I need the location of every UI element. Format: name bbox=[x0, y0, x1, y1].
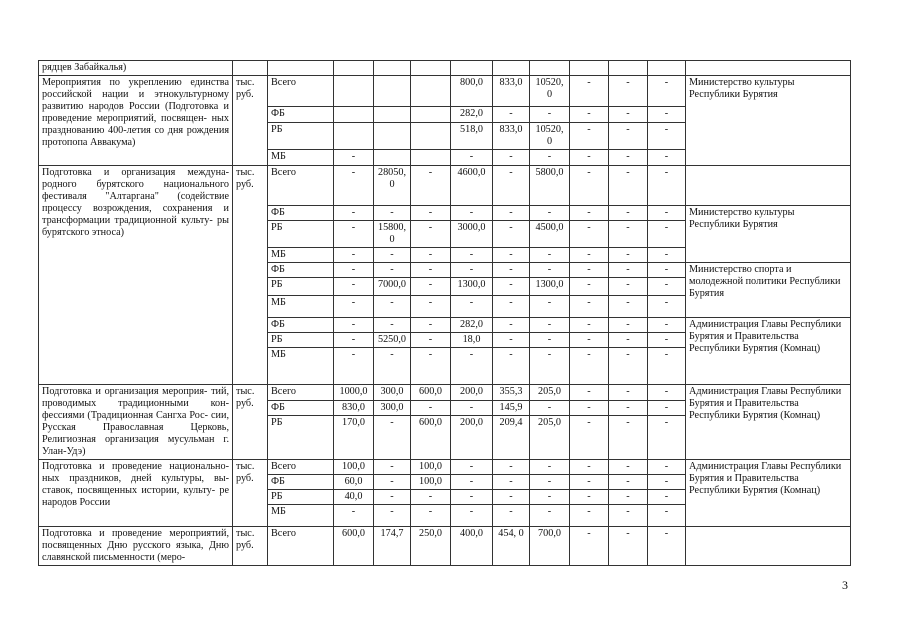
amount-cell: - bbox=[493, 490, 530, 505]
funding-source: Всего bbox=[268, 76, 334, 107]
amount-cell bbox=[411, 123, 451, 150]
amount-cell: - bbox=[648, 400, 686, 416]
amount-cell: - bbox=[334, 505, 374, 527]
amount-cell: - bbox=[648, 221, 686, 248]
amount-cell: - bbox=[570, 296, 609, 318]
amount-cell: - bbox=[609, 475, 648, 490]
amount-cell: - bbox=[648, 166, 686, 206]
amount-cell: 1300,0 bbox=[530, 278, 570, 296]
amount-cell: - bbox=[648, 206, 686, 221]
amount-cell: - bbox=[411, 296, 451, 318]
amount-cell: 282,0 bbox=[451, 107, 493, 123]
amount-cell: - bbox=[609, 490, 648, 505]
amount-cell: 5250,0 bbox=[374, 333, 411, 348]
amount-cell: - bbox=[374, 318, 411, 333]
amount-cell: - bbox=[648, 348, 686, 385]
amount-cell bbox=[334, 76, 374, 107]
amount-cell bbox=[374, 150, 411, 166]
amount-cell: 15800, 0 bbox=[374, 221, 411, 248]
amount-cell: - bbox=[530, 505, 570, 527]
cell bbox=[609, 61, 648, 76]
amount-cell: 205,0 bbox=[530, 416, 570, 460]
amount-cell: - bbox=[493, 505, 530, 527]
funding-source: ФБ bbox=[268, 400, 334, 416]
amount-cell: - bbox=[374, 206, 411, 221]
amount-cell: - bbox=[334, 206, 374, 221]
funding-source: ФБ bbox=[268, 107, 334, 123]
amount-cell: - bbox=[609, 263, 648, 278]
amount-cell: - bbox=[493, 263, 530, 278]
amount-cell: - bbox=[411, 490, 451, 505]
amount-cell: 600,0 bbox=[334, 527, 374, 566]
amount-cell: - bbox=[334, 221, 374, 248]
unit-label: тыс. руб. bbox=[233, 460, 268, 527]
amount-cell: 282,0 bbox=[451, 318, 493, 333]
amount-cell: - bbox=[570, 263, 609, 278]
table-row bbox=[39, 527, 851, 566]
amount-cell: 4600,0 bbox=[451, 166, 493, 206]
amount-cell bbox=[374, 107, 411, 123]
amount-cell: 100,0 bbox=[411, 460, 451, 475]
amount-cell: - bbox=[451, 490, 493, 505]
amount-cell: - bbox=[648, 475, 686, 490]
amount-cell: - bbox=[648, 505, 686, 527]
amount-cell: - bbox=[609, 76, 648, 107]
funding-source: РБ bbox=[268, 490, 334, 505]
amount-cell: - bbox=[570, 385, 609, 401]
amount-cell: - bbox=[493, 221, 530, 248]
amount-cell: - bbox=[374, 475, 411, 490]
unit-label: тыс. руб. bbox=[233, 385, 268, 460]
activity-description: Подготовка и организация мероприя- тий, проводимых традиционными кон- фессиями (Традиционная Сангха Рос- сии, Русская Православная Церковь, Религиозная организация мусульман г. Улан-Удэ) bbox=[39, 385, 233, 460]
amount-cell: - bbox=[570, 416, 609, 460]
amount-cell: - bbox=[374, 348, 411, 385]
amount-cell: - bbox=[570, 76, 609, 107]
amount-cell: - bbox=[451, 400, 493, 416]
amount-cell: 3000,0 bbox=[451, 221, 493, 248]
amount-cell: - bbox=[570, 490, 609, 505]
amount-cell: - bbox=[609, 400, 648, 416]
table-row bbox=[39, 61, 851, 76]
funding-source: МБ bbox=[268, 248, 334, 263]
amount-cell: - bbox=[530, 248, 570, 263]
funding-source: МБ bbox=[268, 348, 334, 385]
amount-cell: - bbox=[411, 333, 451, 348]
amount-cell: 5800,0 bbox=[530, 166, 570, 206]
amount-cell: - bbox=[609, 150, 648, 166]
amount-cell: - bbox=[530, 296, 570, 318]
amount-cell: - bbox=[648, 150, 686, 166]
amount-cell: 300,0 bbox=[374, 400, 411, 416]
amount-cell: - bbox=[609, 107, 648, 123]
activity-description: Подготовка и проведение национально- ных праздников, дней культуры, вы- ставок, посвященных истории, культу- ре народов России bbox=[39, 460, 233, 527]
amount-cell: 145,9 bbox=[493, 400, 530, 416]
amount-cell: 300,0 bbox=[374, 385, 411, 401]
funding-source: ФБ bbox=[268, 206, 334, 221]
amount-cell: - bbox=[411, 206, 451, 221]
funding-source: МБ bbox=[268, 296, 334, 318]
amount-cell: 28050, 0 bbox=[374, 166, 411, 206]
amount-cell: - bbox=[411, 221, 451, 248]
amount-cell: - bbox=[334, 166, 374, 206]
amount-cell: - bbox=[648, 123, 686, 150]
amount-cell: - bbox=[530, 490, 570, 505]
amount-cell: - bbox=[530, 107, 570, 123]
amount-cell bbox=[411, 76, 451, 107]
amount-cell: 170,0 bbox=[334, 416, 374, 460]
amount-cell: 600,0 bbox=[411, 385, 451, 401]
cell bbox=[493, 61, 530, 76]
unit-label: тыс. руб. bbox=[233, 76, 268, 166]
amount-cell: 600,0 bbox=[411, 416, 451, 460]
funding-source: РБ bbox=[268, 123, 334, 150]
unit-label: тыс. руб. bbox=[233, 166, 268, 385]
amount-cell: - bbox=[570, 107, 609, 123]
amount-cell: - bbox=[493, 348, 530, 385]
amount-cell: - bbox=[334, 333, 374, 348]
amount-cell: - bbox=[334, 296, 374, 318]
amount-cell: - bbox=[451, 248, 493, 263]
activity-description: Мероприятия по укреплению единства российской нации и этнокультурному развитию народов России (Подготовка и проведение мероприятий, посвящен- ных празднованию 400-летия со дня рождения протопопа Аввакума) bbox=[39, 76, 233, 166]
amount-cell: - bbox=[411, 348, 451, 385]
amount-cell: 454, 0 bbox=[493, 527, 530, 566]
cell bbox=[686, 61, 851, 76]
amount-cell: - bbox=[411, 318, 451, 333]
funding-source: РБ bbox=[268, 333, 334, 348]
amount-cell: - bbox=[648, 76, 686, 107]
amount-cell: - bbox=[451, 263, 493, 278]
amount-cell: 830,0 bbox=[334, 400, 374, 416]
amount-cell: 10520, 0 bbox=[530, 123, 570, 150]
funding-source: Всего bbox=[268, 460, 334, 475]
unit-label: тыс. руб. bbox=[233, 527, 268, 566]
amount-cell: - bbox=[609, 333, 648, 348]
funding-source: Всего bbox=[268, 527, 334, 566]
cell bbox=[648, 61, 686, 76]
amount-cell bbox=[374, 76, 411, 107]
amount-cell: 250,0 bbox=[411, 527, 451, 566]
amount-cell: - bbox=[493, 318, 530, 333]
amount-cell: 1000,0 bbox=[334, 385, 374, 401]
amount-cell: - bbox=[411, 278, 451, 296]
amount-cell: 7000,0 bbox=[374, 278, 411, 296]
amount-cell: - bbox=[609, 206, 648, 221]
activity-description: Подготовка и организация междуна- родного бурятского национального фестиваля "Алтаргана" (содействие процессу возрождения, сохранения и трансформации традиционной культу- ры бурятского этноса) bbox=[39, 166, 233, 385]
funding-source: МБ bbox=[268, 505, 334, 527]
amount-cell: 4500,0 bbox=[530, 221, 570, 248]
activity-description: Подготовка и проведение мероприятий, посвященных Дню русского языка, Дню славянской письменности (меро- bbox=[39, 527, 233, 566]
table-row bbox=[39, 385, 851, 401]
amount-cell: - bbox=[609, 123, 648, 150]
amount-cell: - bbox=[609, 505, 648, 527]
amount-cell bbox=[411, 150, 451, 166]
amount-cell: - bbox=[648, 107, 686, 123]
amount-cell: - bbox=[493, 460, 530, 475]
amount-cell: - bbox=[648, 296, 686, 318]
amount-cell: - bbox=[530, 318, 570, 333]
amount-cell: - bbox=[530, 460, 570, 475]
amount-cell: - bbox=[570, 505, 609, 527]
funding-source: ФБ bbox=[268, 263, 334, 278]
amount-cell: 10520, 0 bbox=[530, 76, 570, 107]
amount-cell: 1300,0 bbox=[451, 278, 493, 296]
amount-cell: - bbox=[451, 296, 493, 318]
amount-cell: 174,7 bbox=[374, 527, 411, 566]
amount-cell: - bbox=[411, 248, 451, 263]
amount-cell: 205,0 bbox=[530, 385, 570, 401]
amount-cell: - bbox=[648, 490, 686, 505]
amount-cell: - bbox=[570, 527, 609, 566]
amount-cell: - bbox=[570, 318, 609, 333]
amount-cell: - bbox=[374, 296, 411, 318]
amount-cell: - bbox=[374, 460, 411, 475]
amount-cell: - bbox=[530, 475, 570, 490]
amount-cell bbox=[374, 123, 411, 150]
cell bbox=[233, 61, 268, 76]
amount-cell: - bbox=[570, 123, 609, 150]
cell bbox=[268, 61, 334, 76]
amount-cell: 200,0 bbox=[451, 416, 493, 460]
amount-cell: - bbox=[570, 248, 609, 263]
amount-cell: - bbox=[609, 278, 648, 296]
funding-source: Всего bbox=[268, 385, 334, 401]
amount-cell: 60,0 bbox=[334, 475, 374, 490]
amount-cell: - bbox=[648, 248, 686, 263]
amount-cell: 18,0 bbox=[451, 333, 493, 348]
amount-cell: - bbox=[530, 400, 570, 416]
budget-table bbox=[38, 60, 851, 566]
amount-cell: - bbox=[570, 333, 609, 348]
amount-cell: - bbox=[648, 278, 686, 296]
amount-cell: - bbox=[334, 150, 374, 166]
amount-cell: 833,0 bbox=[493, 123, 530, 150]
amount-cell: - bbox=[609, 527, 648, 566]
funding-source: РБ bbox=[268, 278, 334, 296]
amount-cell: - bbox=[411, 505, 451, 527]
amount-cell: - bbox=[530, 206, 570, 221]
amount-cell: - bbox=[609, 460, 648, 475]
amount-cell: 100,0 bbox=[334, 460, 374, 475]
cell bbox=[530, 61, 570, 76]
responsible-executor: Министерство спорта и молодежной политики Республики Бурятия bbox=[686, 263, 851, 318]
amount-cell: - bbox=[609, 248, 648, 263]
amount-cell: - bbox=[493, 150, 530, 166]
table-row bbox=[39, 76, 851, 107]
amount-cell bbox=[411, 107, 451, 123]
funding-source: ФБ bbox=[268, 318, 334, 333]
amount-cell: 200,0 bbox=[451, 385, 493, 401]
amount-cell: - bbox=[493, 278, 530, 296]
responsible-executor: Администрация Главы Республики Бурятия и Правительства Республики Бурятия (Комнац) bbox=[686, 318, 851, 385]
amount-cell: - bbox=[334, 318, 374, 333]
amount-cell: 800,0 bbox=[451, 76, 493, 107]
table-row bbox=[39, 460, 851, 475]
amount-cell: - bbox=[609, 348, 648, 385]
amount-cell: - bbox=[374, 490, 411, 505]
funding-source: МБ bbox=[268, 150, 334, 166]
amount-cell: - bbox=[648, 333, 686, 348]
page-number: 3 bbox=[842, 578, 848, 592]
amount-cell: - bbox=[451, 475, 493, 490]
amount-cell: - bbox=[570, 221, 609, 248]
funding-source: РБ bbox=[268, 416, 334, 460]
table-row bbox=[39, 166, 851, 206]
cell bbox=[570, 61, 609, 76]
amount-cell: - bbox=[609, 385, 648, 401]
amount-cell: - bbox=[648, 318, 686, 333]
continued-text: рядцев Забайкалья) bbox=[39, 61, 233, 76]
amount-cell: - bbox=[493, 166, 530, 206]
amount-cell: - bbox=[648, 416, 686, 460]
amount-cell: - bbox=[648, 460, 686, 475]
responsible-executor bbox=[686, 527, 851, 566]
amount-cell: 355,3 bbox=[493, 385, 530, 401]
amount-cell: - bbox=[530, 263, 570, 278]
funding-source: ФБ bbox=[268, 475, 334, 490]
amount-cell: - bbox=[570, 166, 609, 206]
cell bbox=[411, 61, 451, 76]
amount-cell: 833,0 bbox=[493, 76, 530, 107]
amount-cell bbox=[334, 107, 374, 123]
amount-cell: - bbox=[451, 150, 493, 166]
amount-cell: 700,0 bbox=[530, 527, 570, 566]
amount-cell: - bbox=[411, 263, 451, 278]
amount-cell: 40,0 bbox=[334, 490, 374, 505]
cell bbox=[451, 61, 493, 76]
responsible-executor: Министерство культуры Республики Бурятия bbox=[686, 76, 851, 166]
amount-cell: - bbox=[493, 206, 530, 221]
amount-cell: - bbox=[609, 166, 648, 206]
amount-cell: - bbox=[493, 333, 530, 348]
amount-cell: - bbox=[570, 475, 609, 490]
amount-cell: - bbox=[530, 333, 570, 348]
amount-cell: 400,0 bbox=[451, 527, 493, 566]
amount-cell: - bbox=[648, 385, 686, 401]
amount-cell: - bbox=[570, 348, 609, 385]
amount-cell: - bbox=[493, 107, 530, 123]
amount-cell: - bbox=[609, 296, 648, 318]
amount-cell: - bbox=[570, 400, 609, 416]
amount-cell: - bbox=[530, 348, 570, 385]
amount-cell: - bbox=[530, 150, 570, 166]
amount-cell: - bbox=[493, 475, 530, 490]
amount-cell: - bbox=[570, 278, 609, 296]
amount-cell: - bbox=[609, 221, 648, 248]
responsible-executor: Администрация Главы Республики Бурятия и Правительства Республики Бурятия (Комнац) bbox=[686, 460, 851, 527]
amount-cell: - bbox=[648, 527, 686, 566]
amount-cell: 209,4 bbox=[493, 416, 530, 460]
amount-cell: - bbox=[493, 296, 530, 318]
amount-cell: - bbox=[609, 318, 648, 333]
cell bbox=[334, 61, 374, 76]
amount-cell: - bbox=[411, 400, 451, 416]
funding-source: РБ bbox=[268, 221, 334, 248]
amount-cell: - bbox=[334, 348, 374, 385]
amount-cell: 100,0 bbox=[411, 475, 451, 490]
amount-cell: - bbox=[374, 263, 411, 278]
amount-cell: - bbox=[411, 166, 451, 206]
amount-cell: - bbox=[451, 505, 493, 527]
responsible-executor: Министерство культуры Республики Бурятия bbox=[686, 206, 851, 263]
amount-cell: 518,0 bbox=[451, 123, 493, 150]
amount-cell: - bbox=[451, 460, 493, 475]
amount-cell: - bbox=[334, 263, 374, 278]
amount-cell: - bbox=[570, 150, 609, 166]
responsible-executor bbox=[686, 166, 851, 206]
responsible-executor: Администрация Главы Республики Бурятия и Правительства Республики Бурятия (Комнац) bbox=[686, 385, 851, 460]
amount-cell: - bbox=[374, 248, 411, 263]
amount-cell: - bbox=[374, 416, 411, 460]
amount-cell: - bbox=[570, 206, 609, 221]
amount-cell bbox=[334, 123, 374, 150]
amount-cell: - bbox=[334, 248, 374, 263]
amount-cell: - bbox=[570, 460, 609, 475]
amount-cell: - bbox=[451, 348, 493, 385]
amount-cell: - bbox=[609, 416, 648, 460]
funding-source: Всего bbox=[268, 166, 334, 206]
amount-cell: - bbox=[334, 278, 374, 296]
amount-cell: - bbox=[493, 248, 530, 263]
amount-cell: - bbox=[451, 206, 493, 221]
cell bbox=[374, 61, 411, 76]
amount-cell: - bbox=[374, 505, 411, 527]
amount-cell: - bbox=[648, 263, 686, 278]
